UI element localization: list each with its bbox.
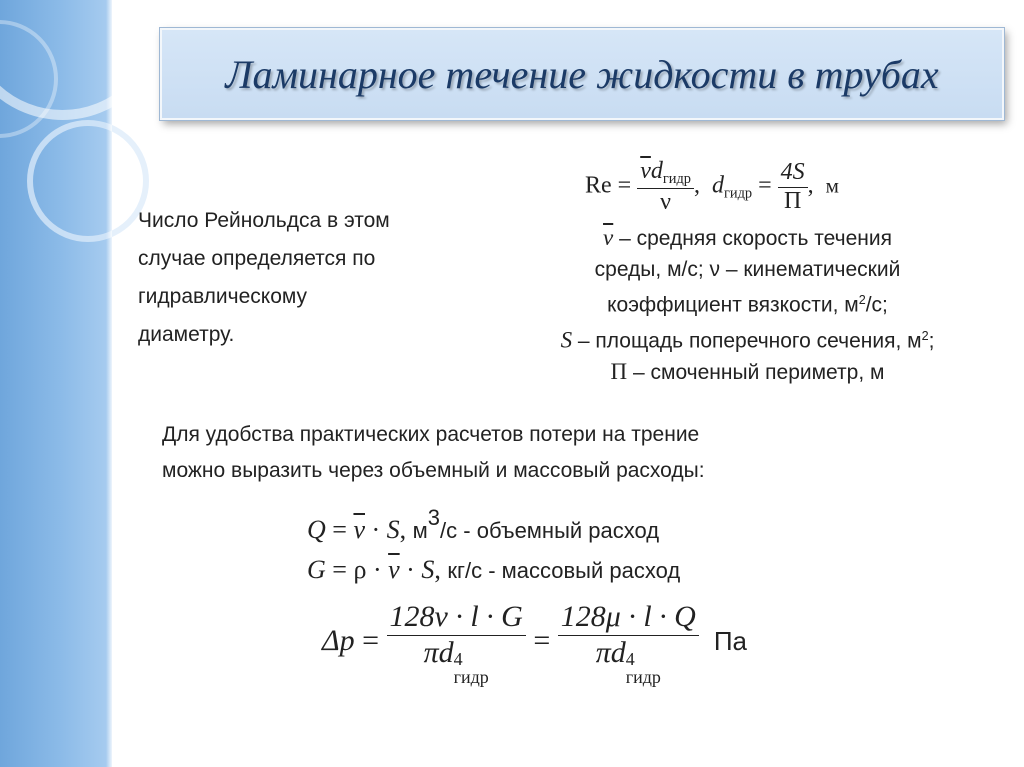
numerator: 128μ · l · Q (558, 600, 699, 636)
title-box (160, 28, 1004, 120)
unit-text: /с - объемный расход (440, 518, 660, 544)
definition-line (505, 356, 990, 388)
perimeter-symbol: П (784, 187, 802, 214)
comma: , (694, 172, 700, 199)
diameter-fraction (778, 159, 808, 215)
diameter-symbol: d (712, 172, 724, 199)
four-s: 4S (778, 159, 808, 188)
comma: , (399, 515, 413, 545)
flow-paragraph (162, 417, 982, 489)
perimeter-symbol: П (610, 359, 628, 385)
definition-line (505, 222, 990, 254)
subscript-gidr: гидр (625, 667, 661, 688)
definition-text: ; (928, 329, 935, 353)
rho-symbol: ρ (353, 555, 367, 584)
paragraph-line: Для удобства практических расчетов потери на трение (162, 423, 700, 446)
pressure-fraction-2 (558, 600, 699, 686)
equals-sign: = (325, 515, 354, 545)
decor-circle-icon (27, 120, 149, 242)
paragraph-line: можно выразить через объемный и массовый расходы: (162, 459, 705, 482)
equals-sign: = (758, 172, 772, 199)
q-symbol: Q (307, 515, 326, 545)
re-symbol: Re (585, 172, 612, 199)
equals-sign: = (362, 623, 380, 657)
denominator: πd (595, 635, 626, 669)
equals-sign: = (325, 555, 354, 584)
exponent: 4 (453, 649, 463, 670)
unit-text: м (412, 518, 428, 544)
velocity-symbol: $\overline{v}$ (640, 158, 651, 184)
velocity-symbol: $\overline{v}$ (603, 225, 614, 250)
equals-sign: = (617, 172, 632, 199)
denominator: πd (423, 635, 454, 669)
left-decor-band (0, 0, 112, 767)
pressure-loss-formula (322, 600, 747, 686)
definition-text: – средняя скорость течения (613, 227, 892, 250)
exponent: 2 (858, 293, 866, 307)
unit-m: м (825, 173, 839, 198)
reynolds-formula (585, 158, 839, 216)
delta-p-symbol: Δp (322, 623, 355, 657)
definition-text: – площадь поперечного сечения, м (572, 329, 922, 353)
numerator: 128ν · l · G (387, 600, 526, 636)
intro-line: случае определяется по (138, 247, 376, 270)
exponent: 4 (625, 649, 635, 670)
g-symbol: G (307, 555, 326, 584)
dot-operator: · (399, 555, 422, 584)
volumetric-flow-formula (307, 505, 659, 545)
pressure-fraction-1 (387, 600, 526, 686)
nu-symbol: ν (660, 188, 672, 215)
subscript-gidr: гидр (724, 185, 753, 202)
unit-text: кг/с - массовый расход (447, 558, 681, 583)
intro-line: Число Рейнольдса в этом (138, 209, 390, 232)
definition-text: – смоченный периметр, м (627, 361, 885, 385)
definitions (505, 222, 990, 388)
area-symbol: S (421, 555, 435, 584)
unit-pa: Па (713, 625, 747, 656)
reynolds-fraction (637, 158, 694, 216)
intro-line: диаметру. (138, 323, 235, 346)
subscript-gidr: гидр (662, 171, 691, 188)
dot-operator: · (366, 555, 389, 584)
diameter-symbol: d (650, 158, 663, 184)
definition-line: среды, м/с; ν – кинематический (594, 258, 901, 281)
mass-flow-formula (307, 555, 680, 585)
exponent: 3 (427, 505, 441, 530)
area-symbol: S (560, 327, 573, 353)
intro-text (138, 202, 488, 354)
dot-operator: · (365, 515, 387, 545)
definition-text: /с; (865, 293, 888, 317)
definition-line (505, 321, 990, 357)
velocity-symbol: $\overline{v}$ (388, 555, 400, 584)
velocity-symbol: $\overline{v}$ (353, 515, 365, 545)
comma: , (434, 555, 448, 584)
equals-sign: = (533, 623, 551, 657)
definition-line (505, 285, 990, 321)
definition-text: коэффициент вязкости, м (607, 293, 859, 317)
subscript-gidr: гидр (453, 667, 489, 688)
area-symbol: S (386, 515, 400, 545)
comma: , (807, 172, 814, 199)
intro-line: гидравлическому (138, 285, 308, 308)
page-title: Ламинарное течение жидкости в трубах (225, 51, 939, 97)
exponent: 2 (921, 328, 929, 343)
